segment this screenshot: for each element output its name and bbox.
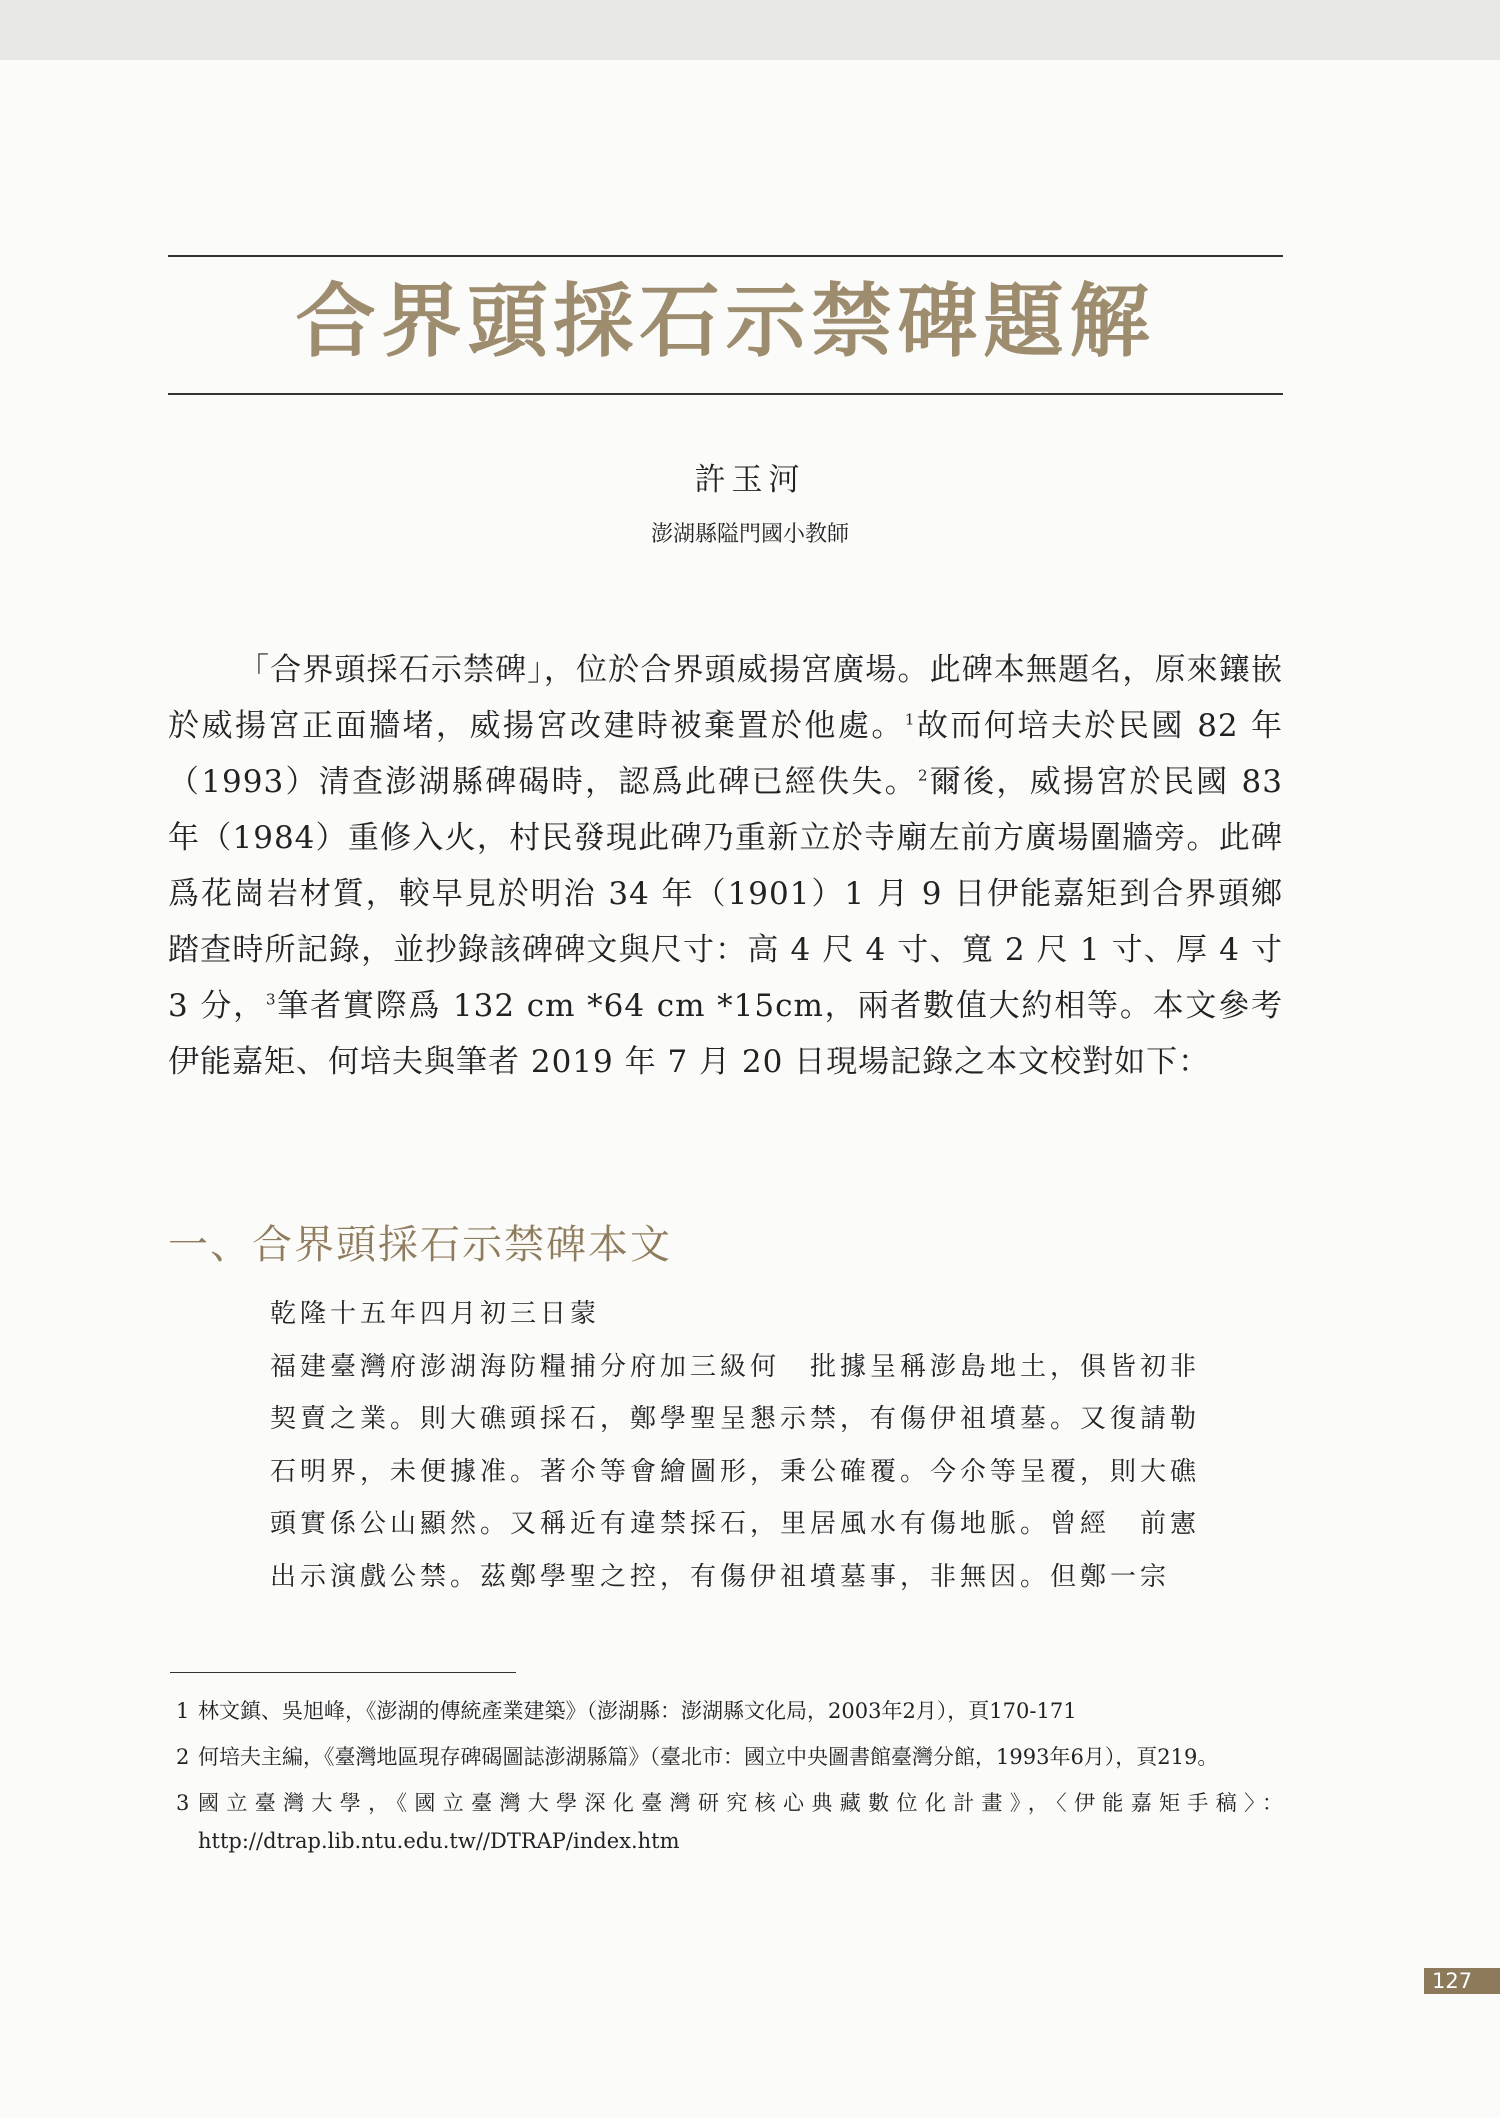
body-sentence-1: 「合界頭採石示禁碑」，位於合界頭威揚宮廣場。此碑本無題名，原來鑲嵌於威揚宮正面牆堵，威揚宮改建時被棄置於他處。 [168,652,1283,744]
footnote-text: 國立臺灣大學，《國立臺灣大學深化臺灣研究核心典藏數位化計畫》，〈伊能嘉矩手稿〉：http://dtrap.lib.ntu.edu.tw//DTRAP/index.htm [198,1791,1283,1853]
page-title: 合界頭採石示禁碑題解 [295,274,1156,368]
page-number: 127 [1424,1968,1500,1994]
inscription-line: 福建臺灣府澎湖海防糧捕分府加三級何 批據呈稱澎島地土，俱皆初非 [270,1351,1201,1382]
footnotes [168,1692,1283,1868]
scan-top-band [0,0,1500,60]
footnote-item [168,1784,1283,1860]
body-sentence-4: 筆者實際爲 132 cm *64 cm *15cm，兩者數值大約相等。本文參考伊能嘉矩、何培夫與筆者 2019 年 7 月 20 日現場記錄之本文校對如下： [168,988,1283,1080]
inscription-text [270,1288,1285,1603]
inscription-line: 頭實係公山顯然。又稱近有違禁採石，里居風水有傷地脈。曾經 前憲 [270,1509,1201,1539]
footnote-item [168,1692,1283,1730]
inscription-line: 契賣之業。則大礁頭採石，鄭學聖呈懇示禁，有傷伊祖墳墓。又復請勒 [270,1404,1201,1434]
footnote-ref-2[interactable]: 2 [917,766,929,785]
inscription-line: 出示演戲公禁。茲鄭學聖之控，有傷伊祖墳墓事，非無因。但鄭一宗 [270,1561,1171,1592]
footnote-item [168,1738,1283,1776]
footnote-ref-1[interactable]: 1 [904,710,916,729]
inscription-line: 石明界，未便據准。著尒等會繪圖形，秉公確覆。今尒等呈覆，則大礁 [270,1456,1201,1487]
body-sentence-3: 爾後，威揚宮於民國 83 年（1984）重修入火，村民發現此碑乃重新立於寺廟左前方廣場圍牆旁。此碑爲花崗岩材質，較早見於明治 34 年（1901）1 月 9 日伊能嘉矩到合界頭鄉踏查時所記錄，並抄錄該碑碑文與尺寸：高 4 尺 4 寸、寬 2 尺 1 寸、厚 4 寸 3 分， [168,764,1283,1024]
intro-paragraph [168,642,1283,1090]
footnote-text: 林文鎮、吳旭峰，《澎湖的傳統產業建築》（澎湖縣：澎湖縣文化局，2003年2月），頁170-171 [198,1699,1077,1723]
author-affiliation: 澎湖縣隘門國小教師 [650,522,849,547]
footnote-text: 何培夫主編，《臺灣地區現存碑碣圖誌澎湖縣篇》（臺北市：國立中央圖書館臺灣分館，1993年6月），頁219。 [198,1745,1219,1769]
footnote-ref-3[interactable]: 3 [265,990,277,1009]
section-heading: 一、合界頭採石示禁碑本文 [168,1222,672,1268]
footnote-divider [170,1672,516,1673]
inscription-line: 乾隆十五年四月初三日蒙 [270,1299,601,1329]
author-name: 許玉河 [694,462,806,498]
body-sentence-2: 故而何培夫於民國 82 年（1993）清查澎湖縣碑碣時，認爲此碑已經佚失。 [168,708,1284,800]
title-block [168,255,1283,395]
footnote-number: 1 [176,1699,190,1723]
footnote-number: 2 [176,1745,190,1769]
footnote-number: 3 [176,1791,190,1815]
